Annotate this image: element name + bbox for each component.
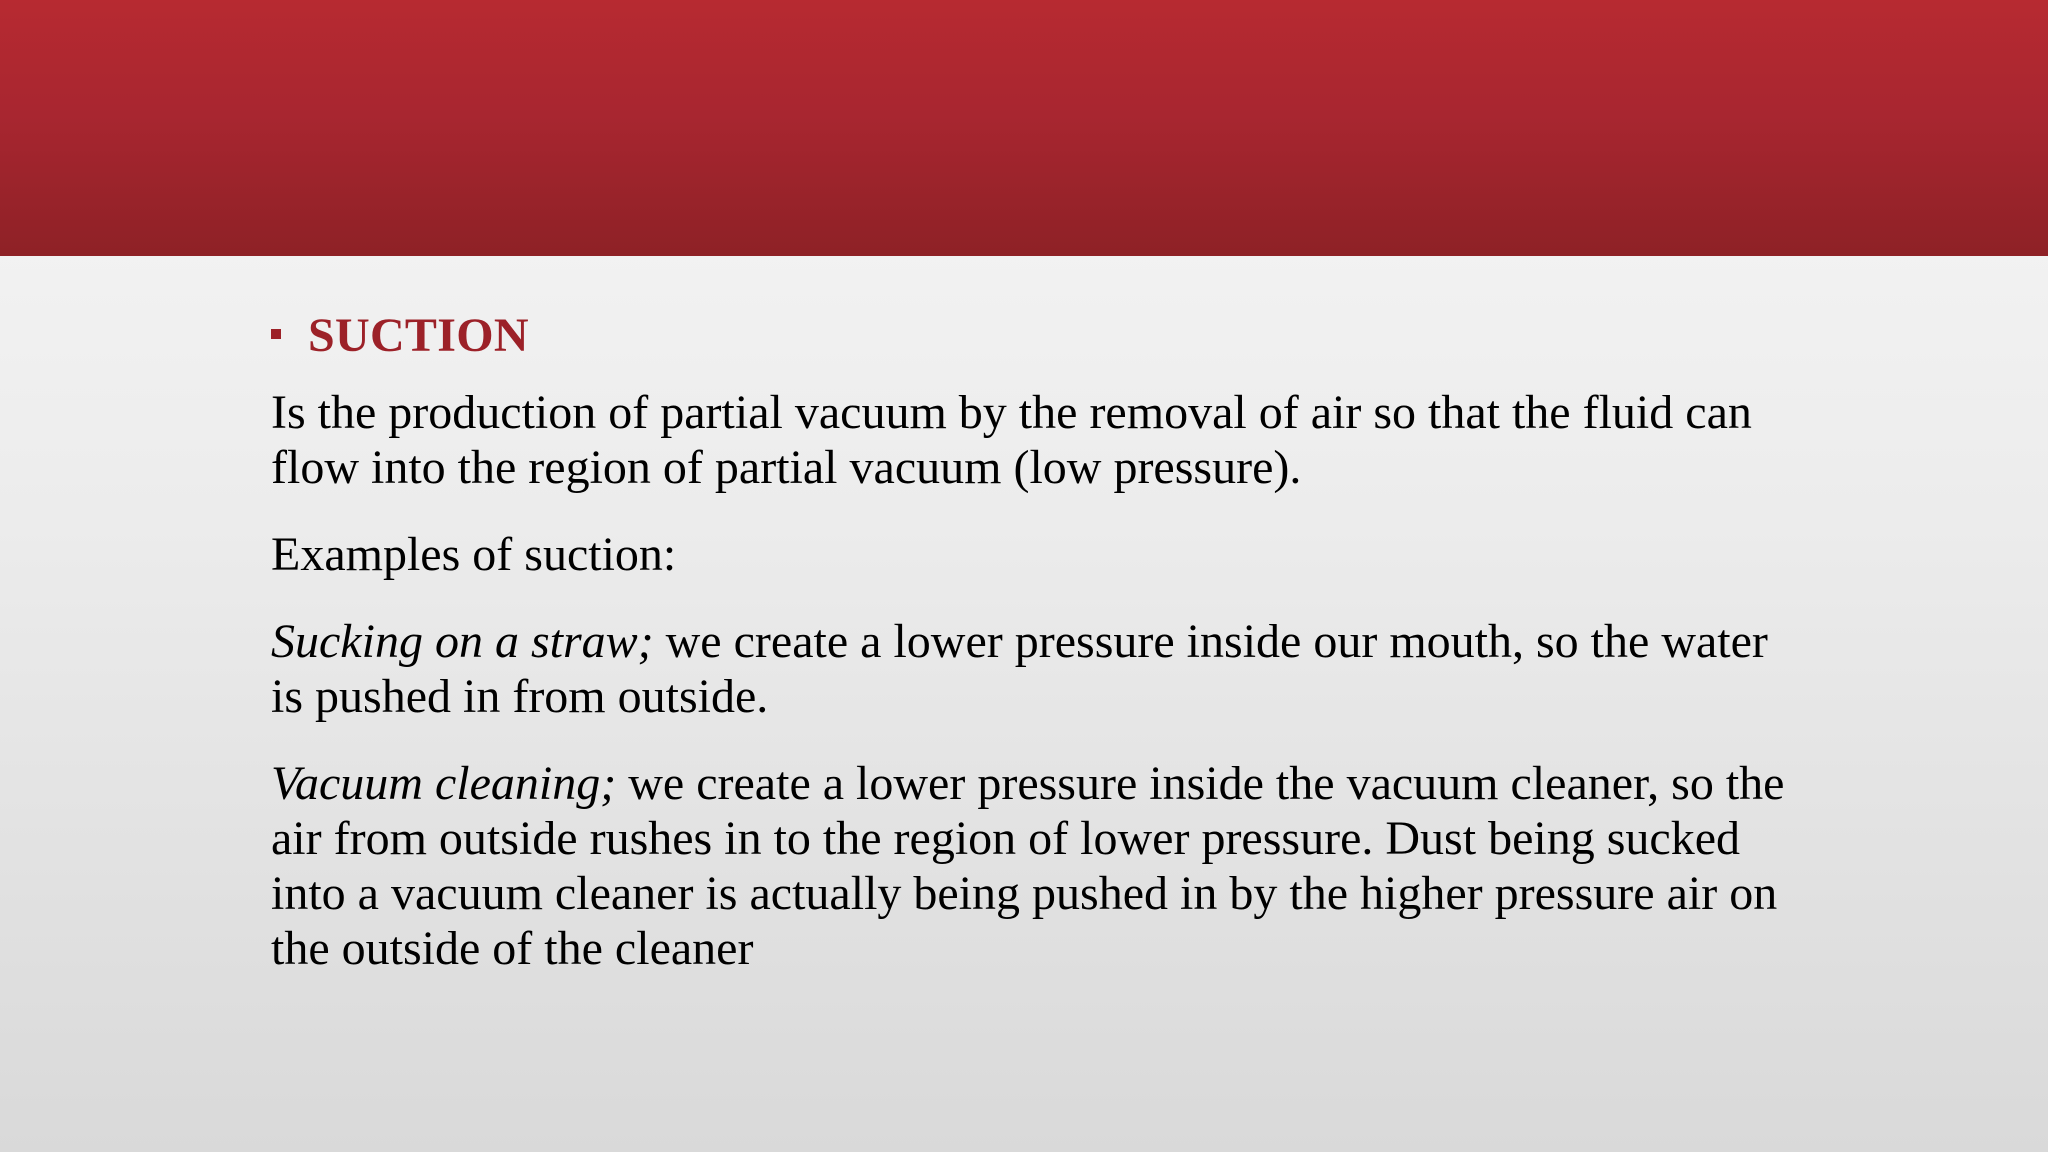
square-bullet-icon	[271, 329, 281, 339]
definition-paragraph: Is the production of partial vacuum by the removal of air so that the fluid can flow into the region of partial vacuum (low pressure).	[271, 386, 1752, 494]
header-band	[0, 0, 2048, 256]
examples-intro: Examples of suction:	[271, 528, 677, 581]
heading-row	[271, 308, 1811, 363]
example-term: Sucking on a straw;	[271, 615, 654, 668]
slide-content	[271, 308, 1811, 1008]
example-straw	[271, 614, 1811, 724]
example-text: we create a lower pressure inside our mouth, so the water is pushed in from outside.	[271, 615, 1768, 723]
slide-heading: SUCTION	[308, 309, 529, 362]
example-vacuum-cleaner	[271, 756, 1811, 976]
example-term: Vacuum cleaning;	[271, 757, 617, 810]
example-text: we create a lower pressure inside the vacuum cleaner, so the air from outside rushes in to the region of lower pressure. Dust being sucked into a vacuum cleaner is actually being pushed in by the higher pressure air on the outside of the cleaner	[271, 757, 1785, 975]
